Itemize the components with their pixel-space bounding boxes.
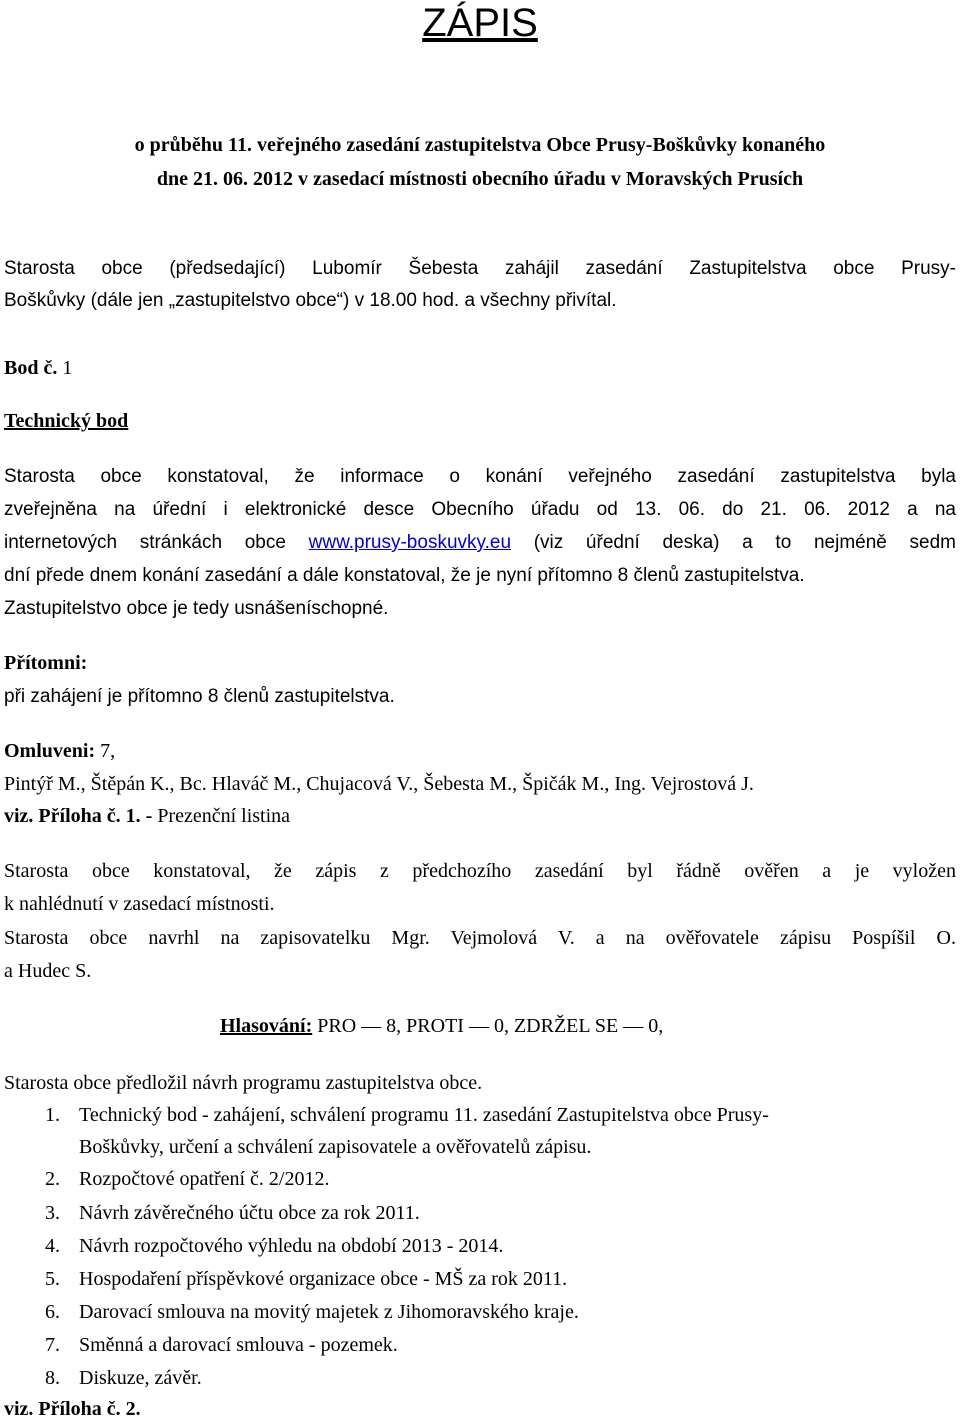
list-item-text: Návrh rozpočtového výhledu na období 2013 - 2014. [79, 1235, 504, 1257]
excused-count: 7, [95, 740, 116, 762]
p2-line-4: a Hudec S. [4, 960, 92, 982]
present-label: Přítomni: [4, 652, 88, 674]
section-heading [4, 352, 72, 385]
list-item-number: 5. [45, 1268, 60, 1290]
attachment-1-label: viz. Příloha č. 1. - [4, 805, 153, 827]
list-item-number: 7. [45, 1334, 60, 1356]
excused-names: Pintýř M., Štěpán K., Bc. Hlaváč M., Chujacová V., Šebesta M., Špičák M., Ing. Vejrostová J. [4, 773, 754, 795]
list-item-text: Diskuze, závěr. [79, 1367, 202, 1389]
p1-line-3-start: internetových stránkách obce [4, 532, 309, 553]
list-item-continuation: Boškůvky, určení a schválení zapisovatele a ověřovatelů zápisu. [79, 1136, 592, 1158]
intro-line-1: Starosta obce (předsedající) Lubomír Šebesta zahájil zasedání Zastupitelstva obce Prusy- [4, 258, 956, 279]
list-item-text: Rozpočtové opatření č. 2/2012. [79, 1168, 330, 1190]
attachment-1-text: Prezenční listina [152, 805, 291, 827]
vote-result: PRO — 8, PROTI — 0, ZDRŽEL SE — 0, [312, 1015, 664, 1037]
list-item-number: 3. [45, 1202, 60, 1224]
page-title: ZÁPIS [422, 1, 538, 45]
p1-line-3 [4, 526, 956, 559]
list-item-number: 4. [45, 1235, 60, 1257]
list-item-text: Návrh závěrečného účtu obce za rok 2011. [79, 1202, 420, 1224]
excused-row [4, 735, 115, 768]
list-item-number: 2. [45, 1168, 60, 1190]
list-item-text: Směnná a darovací smlouva - pozemek. [79, 1334, 398, 1356]
present-text: při zahájení je přítomno 8 členů zastupitelstva. [4, 686, 395, 707]
subtitle-line-1: o průběhu 11. veřejného zasedání zastupitelstva Obce Prusy-Boškůvky konaného [134, 134, 826, 156]
list-item-text: Technický bod - zahájení, schválení programu 11. zasedání Zastupitelstva obce Prusy- [79, 1104, 769, 1126]
excused-label: Omluveni: [4, 740, 96, 762]
intro-line-2: Boškůvky (dále jen „zastupitelstvo obce“) v 18.00 hod. a všechny přivítal. [4, 290, 617, 311]
subtitle-line-2: dne 21. 06. 2012 v zasedací místnosti obecního úřadu v Moravských Prusích [156, 168, 804, 190]
vote-label: Hlasování: [220, 1015, 313, 1037]
program-intro: Starosta obce předložil návrh programu zastupitelstva obce. [4, 1072, 483, 1094]
list-item-number: 1. [45, 1104, 60, 1126]
p2-line-1: Starosta obce konstatoval, že zápis z předchozího zasedání byl řádně ověřen a je vyložen [4, 860, 956, 882]
section-heading-number: 1 [57, 357, 73, 379]
section-heading-label: Bod č. [4, 357, 58, 379]
p1-line-2: zveřejněna na úřední i elektronické desce Obecního úřadu od 13. 06. do 21. 06. 2012 a na [4, 499, 956, 520]
p1-line-3-end: (viz úřední deska) a to nejméně sedm [511, 532, 956, 553]
website-link[interactable]: www.prusy-boskuvky.eu [308, 532, 512, 553]
section-subheading: Technický bod [4, 410, 129, 432]
p1-line-4: dní přede dnem konání zasedání a dále konstatoval, že je nyní přítomno 8 členů zastupitelstva. [4, 565, 805, 586]
attachment-2: viz. Příloha č. 2. [4, 1398, 141, 1420]
list-item-number: 6. [45, 1301, 60, 1323]
vote-row [220, 1010, 663, 1043]
p1-line-1: Starosta obce konstatoval, že informace o konání veřejného zasedání zastupitelstva byla [4, 466, 956, 487]
p1-line-5: Zastupitelstvo obce je tedy usnášeníschopné. [4, 598, 389, 619]
p2-line-3: Starosta obce navrhl na zapisovatelku Mgr. Vejmolová V. a na ověřovatele zápisu Pospíšil O. [4, 927, 956, 949]
list-item-text: Darovací smlouva na movitý majetek z Jihomoravského kraje. [79, 1301, 579, 1323]
attachment-1 [4, 800, 290, 833]
list-item-text: Hospodaření příspěvkové organizace obce - MŠ za rok 2011. [79, 1268, 568, 1290]
p2-line-2: k nahlédnutí v zasedací místnosti. [4, 893, 275, 915]
list-item-number: 8. [45, 1367, 60, 1389]
